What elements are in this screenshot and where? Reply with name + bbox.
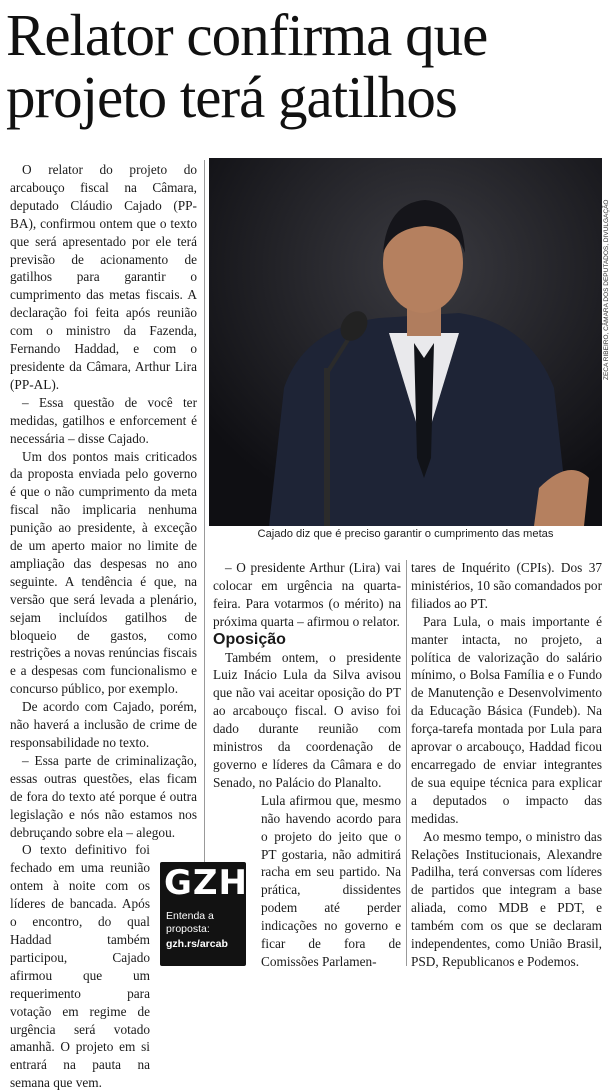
article-column-3: [411, 559, 602, 971]
headline-line-2: projeto terá gatilhos: [6, 64, 457, 130]
paragraph: tares de Inquérito (CPIs). Dos 37 ministérios, 10 são comandados por filiados ao PT.: [411, 560, 602, 611]
gzh-promo-box[interactable]: [160, 862, 249, 966]
news-photo: [209, 158, 602, 526]
paragraph: – Essa parte de criminalização, essas outras questões, elas ficam de fora do texto até porque é outra legislação e nós não estamos nos debruçando sobre ela – alegou.: [10, 752, 197, 840]
paragraph: Um dos pontos mais criticados da proposta enviada pelo governo é que o não cumprimento da meta fiscal não implicaria nenhuma punição ao presidente, à exceção de um aperto maior no limite de ampliação das despesas no ano seguinte. A tendência é que, na versão que será levada a plenário, sejam incluídos gatilhos de bloqueio de gastos, como restrições a novas renúncias fiscais e a despesas com funcionalismo e concurso público, por exemplo.: [10, 448, 197, 697]
headline: [6, 4, 611, 128]
gzh-promo-text: Entenda a proposta:: [166, 910, 214, 935]
paragraph: Ao mesmo tempo, o ministro das Relações Institucionais, Alexandre Padilha, terá conversas com líderes de partidos que integram a base aliada, como MDB e PDT, e também com os que se declaram independentes, como União Brasil, PSD, Republicanos e Podemos.: [411, 828, 602, 969]
subheading: Oposição: [213, 630, 286, 648]
photo-illustration: [209, 158, 602, 526]
paragraph: O relator do projeto do arcabouço fiscal na Câmara, deputado Cláudio Cajado (PP-BA), confirmou ontem que o texto que será apresentado por ele terá previsão de acionamento de gatilhos para garantir o cumprimento das metas fiscais. A declaração foi feita após reunião com o ministro da Fazenda, Fernando Haddad, e com o presidente da Câmara, Arthur Lira (PP-AL).: [10, 162, 197, 392]
column-rule: [204, 160, 205, 966]
paragraph: Também ontem, o presidente Luiz Inácio Lula da Silva avisou que não vai aceitar oposição do PT ao arcabouço fiscal. O aviso foi dado durante reunião com ministros da coordenação de governo e líderes da Câmara e do Senado, no Palácio do Planalto.: [213, 649, 401, 790]
column-rule: [406, 560, 407, 966]
headline-line-1: Relator confirma que: [6, 2, 488, 68]
gzh-logo: GZH: [164, 863, 249, 903]
paragraph: Para Lula, o mais importante é manter intacta, no projeto, a política de valorização do salário mínimo, o Bolsa Família e o Fundo de Manutenção e Desenvolvimento da Educação Básica (Fundeb). Na força-tarefa montada por Lula para aprovar o arcabouço, Haddad ficou encarregado de enviar integrantes de sua equipe técnica para explicar a deputados o impacto das medidas.: [411, 613, 602, 826]
paragraph: Lula afirmou que, mesmo não havendo acordo para o projeto do jeito que o PT gostaria, não admitirá racha em seu partido. Na prática, dissidentes podem até perder indicações no governo e ficar de fora de Comissões Parlamen-: [261, 792, 401, 969]
photo-credit: ZECA RIBEIRO, CÂMARA DOS DEPUTADOS, DIVULGAÇÃO: [603, 199, 610, 380]
gzh-promo-link[interactable]: gzh.rs/arcab: [166, 938, 228, 950]
paragraph: De acordo com Cajado, porém, não haverá a inclusão de crime de responsabilidade no texto.: [10, 699, 197, 750]
paragraph: – O presidente Arthur (Lira) vai colocar em urgência na quarta-feira. Para votarmos (o mérito) na próxima quarta – afirmou o relator.: [213, 560, 401, 629]
paragraph: O texto definitivo foi fechado em uma reunião ontem à noite com os líderes de bancada. Após o encontro, do qual Haddad também participou, Cajado afirmou que um requerimento para votação em regime de urgência será votado amanhã. O projeto em si entrará na pauta na semana que vem.: [10, 842, 150, 1091]
paragraph: – Essa questão de você ter medidas, gatilhos e enforcement é necessária – disse Cajado.: [10, 394, 197, 446]
photo-caption: Cajado diz que é preciso garantir o cumprimento das metas: [257, 528, 554, 540]
